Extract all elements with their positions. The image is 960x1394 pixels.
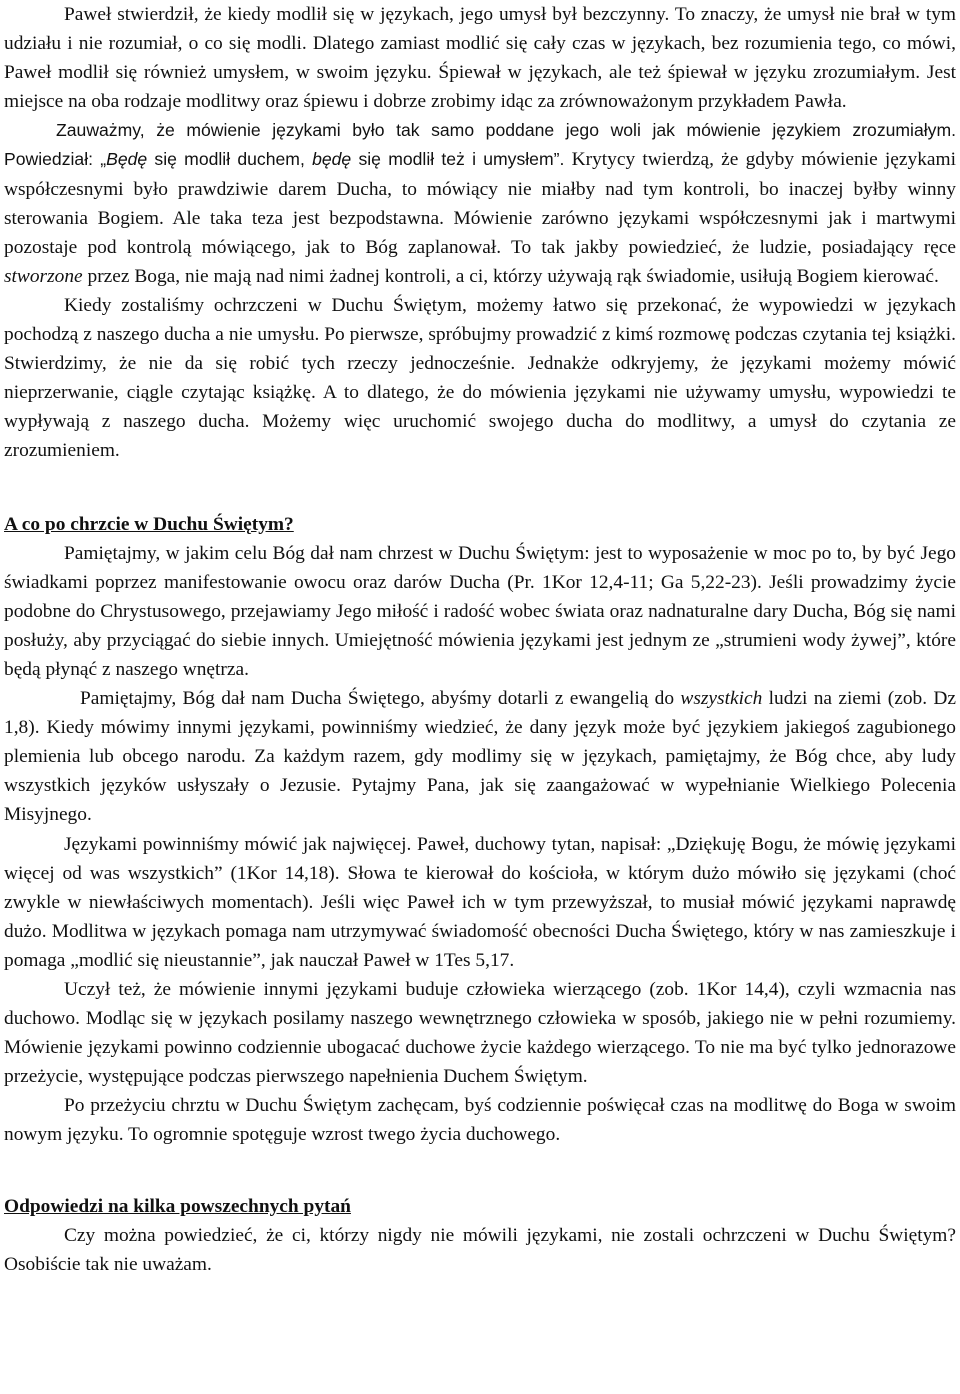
paragraph-4: Pamiętajmy, w jakim celu Bóg dał nam chrzest w Duchu Świętym: jest to wyposażenie w moc po to, by być Jego świadkami poprzez manifestowanie owocu oraz darów Ducha (Pr. 1Kor 12,4-11; Ga 5,22-23). Jeśli prowadzimy życie podobne do Chrystusowego, przejawiamy Jego miłość i radość wobec świata oraz nadnaturalne dary Ducha, Bóg się nami posłuży, aby przyciągać do siebie innych. Umiejętność mówienia językami jest jednym ze „strumieni wody żywej”, które będą płynąć z naszego wnętrza. bbox=[4, 542, 956, 680]
p2-text-a: Zauważmy, że mówienie językami było tak samo poddane jego woli jak mówienie językiem zrozumiałym. Powiedział: „ bbox=[4, 120, 956, 170]
spacer bbox=[4, 466, 956, 510]
p5-text-c: ludzi na ziemi (zob. Dz 1,8). Kiedy mówimy innymi językami, powinniśmy wiedzieć, że dany język może być językiem jakiegoś zagubionego plemienia lub obcego narodu. Za każdym razem, gdy modlimy się w językach, pamiętajmy, że Bóg chce, aby ludy wszystkich języków usłyszały o Jezusie. Pytajmy Pana, jak się zaangażować w wypełnianie Wielkiego Polecenia Misyjnego. bbox=[4, 688, 956, 826]
paragraph-8: Po przeżyciu chrztu w Duchu Świętym zachęcam, byś codziennie poświęcał czas na modlitwę do Boga w swoim nowym języku. To ogromnie spotęguje wzrost twego życia duchowego. bbox=[4, 1095, 956, 1146]
paragraph-1: Paweł stwierdził, że kiedy modlił się w językach, jego umysł był bezczynny. To znaczy, że umysł nie brał w tym udziału i nie rozumiał, o co się modli. Dlatego zamiast modlić się cały czas w językach, bez rozumienia tego, co mówi, Paweł modlił się również umysłem, w swoim języku. Śpiewał w językach, ale też śpiewał w języku zrozumiałym. Jest miejsce na oba rodzaje modlitwy oraz śpiewu i dobrze zrobimy idąc za zrównoważonym przykładem Pawła. bbox=[4, 4, 956, 113]
paragraph-9: Czy można powiedzieć, że ci, którzy nigdy nie mówili językami, nie zostali ochrzczeni w Duchu Świętym? Osobiście tak nie uważam. bbox=[4, 1224, 956, 1275]
p2-text-c: się modlił duchem, bbox=[147, 149, 313, 170]
p2-italic-b: Będę bbox=[106, 149, 148, 170]
p2-italic-g: stworzone bbox=[4, 265, 83, 287]
p2-text-h: przez Boga, nie mają nad nimi żadnej kontroli, a ci, którzy używają rąk świadomie, usiłują Bogiem kierować. bbox=[82, 265, 939, 287]
p5-italic-b: wszystkich bbox=[680, 688, 763, 710]
paragraph-6: Językami powinniśmy mówić jak najwięcej. Paweł, duchowy tytan, napisał: „Dziękuję Bogu, że mówię językami więcej od was wszystkich” (1Kor 14,18). Słowa te kierował do kościoła, w którym dużo mówiło się językami (choć zwykle w niewłaściwych momentach). Jeśli więc Paweł ich w tym przewyższał, to musiał mówić językami naprawdę dużo. Modlitwa w językach pomaga nam utrzymywać świadomość obecności Ducha Świętego, który w nas zamieszkuje i pomaga „modlić się nieustannie”, jak nauczał Paweł w 1Tes 5,17. bbox=[4, 833, 956, 971]
paragraph-3: Kiedy zostaliśmy ochrzczeni w Duchu Świętym, możemy łatwo się przekonać, że wypowiedzi w językach pochodzą z naszego ducha a nie umysłu. Po pierwsze, spróbujmy prowadzić z kimś rozmowę podczas czytania tej książki. Stwierdzimy, że nie da się robić tych rzeczy jednocześnie. Jednakże odkryjemy, że językami możemy mówić nieprzerwanie, ciągle czytając książkę. A to dlatego, że do mówienia językami nie używamy umysłu, wypowiedzi te wypływają z naszego ducha. Możemy więc uruchomić swojego ducha do modlitwy, a umysł do czytania ze zrozumieniem. bbox=[4, 294, 956, 462]
p2-text-e: się modlił też i umysłem”. bbox=[351, 149, 572, 170]
section-heading-after-baptism: A co po chrzcie w Duchu Świętym? bbox=[4, 513, 294, 535]
paragraph-2 bbox=[4, 116, 956, 291]
section-heading-common-questions: Odpowiedzi na kilka powszechnych pytań bbox=[4, 1195, 351, 1217]
p2-italic-d: będę bbox=[312, 149, 352, 170]
spacer bbox=[4, 1150, 956, 1192]
p5-text-a: Pamiętajmy, Bóg dał nam Ducha Świętego, abyśmy dotarli z ewangelią do bbox=[80, 688, 681, 710]
paragraph-7: Uczył też, że mówienie innymi językami buduje człowieka wierzącego (zob. 1Kor 14,4), czyli wzmacnia nas duchowo. Modląc się w językach posilamy naszego wewnętrznego człowieka w sposób, jakiego nie w pełni rozumiemy. Mówienie językami powinno codziennie ubogacać duchowe życie każdego wierzącego. To nie ma być tylko jednorazowe przeżycie, występujące podczas pierwszego napełnienia Duchem Świętym. bbox=[4, 979, 956, 1088]
paragraph-5 bbox=[4, 684, 956, 829]
p2-text-f: Krytycy twierdzą, że gdyby mówienie językami współczesnymi było prawdziwie darem Ducha, to mówiący nie miałby nad tym kontroli, bo inaczej byłby winny sterowania Bogiem. Ale taka teza jest bezpodstawna. Mówienie zarówno językami współczesnymi jak i martwymi pozostaje pod kontrolą mówiącego, jak to Bóg zaplanował. To tak jakby powiedzieć, że ludzie, posiadający ręce bbox=[4, 149, 956, 258]
